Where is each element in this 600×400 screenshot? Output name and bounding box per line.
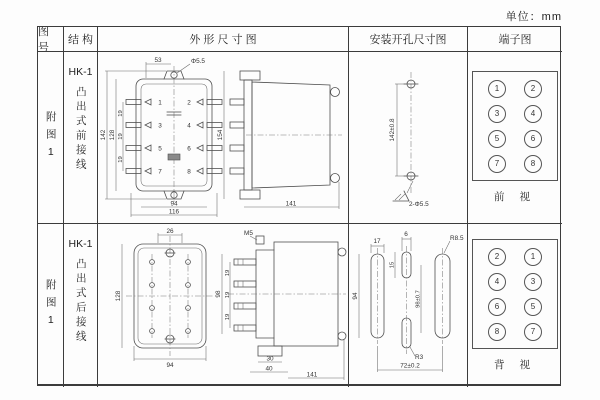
dim-pitch-3: 19 [118,155,124,163]
dim-pitch-2: 19 [118,132,124,140]
header-mounting-dims: 安装开孔尺寸图 [349,27,468,52]
dim-15: 15 [389,261,396,268]
dim-53: 53 [154,56,162,64]
row1-fig-no: 附图1 [44,110,57,165]
dim-98-tol: 98±0.7 [415,289,422,308]
relay-rear-side-view [215,230,346,380]
row2-model: HK-1 [68,238,93,250]
header-outline-dims: 外 形 尺 寸 图 [98,27,349,52]
terminal-6: 6 [187,145,191,152]
dim-17: 17 [373,237,381,245]
row2-terminal-cell [468,224,562,387]
header-terminal-diagram: 端子图 [468,27,562,52]
row2-fig-no-cell [38,224,64,387]
row2-view-label: 背 视 [494,359,536,371]
terminal-1: 1 [158,99,162,106]
terminal-circle: 6 [488,298,506,316]
row1-terminal-diagram [472,71,558,204]
terminal-4: 4 [187,122,191,129]
row2-structure-cell [64,224,98,387]
dim-128-r2: 128 [115,290,122,301]
row2-fig-no: 附图1 [44,278,57,333]
dim-r85: R8.5 [450,234,464,242]
dim-2-holes: 2-Φ5.5 [409,200,429,208]
dim-128: 128 [109,129,116,140]
dim-r3: R3 [415,353,424,361]
dim-72: 72±0.2 [400,362,420,369]
row1-mounting-cell [349,52,468,224]
terminal-5: 5 [158,145,162,152]
row1-outline-cell [98,52,349,224]
row1-structure: 凸出式前接线 [74,86,87,173]
header-fig-no: 图 号 [38,27,64,52]
terminal-circle: 5 [488,130,506,148]
terminal-circle: 8 [488,323,506,341]
dim-pitch2-1: 19 [225,269,231,276]
dim-pitch-1: 19 [118,109,124,117]
dim-30: 30 [266,355,274,362]
terminal-circle: 2 [488,248,506,266]
header-structure: 结 构 [64,27,98,52]
dim-142: 142 [100,129,107,140]
dim-hole: Φ5.5 [191,57,205,65]
terminal-2: 2 [187,99,191,106]
dim-154: 154 [217,129,224,140]
row2-mounting-drawing [349,226,467,386]
dim-6: 6 [404,230,408,238]
row1-model: HK-1 [68,66,93,78]
dim-pitch2-2: 19 [225,291,231,298]
terminal-circle: 3 [488,105,506,123]
row1-structure-cell [64,52,98,224]
terminal-circle: 6 [524,130,542,148]
terminal-circle: 8 [524,155,542,173]
terminal-7: 7 [158,168,162,175]
relay-front-view [100,57,222,217]
terminal-circle: 7 [524,323,542,341]
row2-mounting-cell [349,224,468,387]
terminal-circle: 4 [488,273,506,291]
row1-mounting-drawing [349,54,467,222]
dim-116: 116 [168,208,180,215]
dim-26: 26 [166,227,174,235]
row2-outline-cell [98,224,349,387]
terminal-circle: 2 [524,80,542,98]
terminal-circle: 1 [524,248,542,266]
dim-m5: M5 [244,229,253,237]
relay-side-view [217,71,342,209]
terminal-8: 8 [187,168,191,175]
row1-view-label: 前 视 [494,191,536,203]
row2-structure: 凸出式后接线 [74,258,87,345]
dim-40: 40 [265,365,273,372]
terminal-circle: 7 [488,155,506,173]
terminal-circle: 5 [524,298,542,316]
terminal-circle: 3 [524,273,542,291]
rear-studs [234,259,256,331]
dim-141: 141 [285,200,297,207]
spec-table [37,26,561,386]
terminal-box-front [472,71,558,181]
dim-pitch2-3: 19 [225,313,231,320]
relay-rear-view [115,228,214,369]
terminal-circle: 1 [488,80,506,98]
dim-141-r2: 141 [306,371,318,378]
dim-94-mount: 94 [352,291,359,300]
dim-98: 98 [215,289,222,298]
dim-94: 94 [170,200,178,207]
row2-outline-drawing [98,226,348,386]
row1-fig-no-cell [38,52,64,224]
row2-terminal-diagram [472,239,558,372]
row1-terminal-cell [468,52,562,224]
terminal-circle: 4 [524,105,542,123]
dim-94-r2: 94 [166,361,174,369]
unit-label: 单位：mm [505,11,562,23]
row1-outline-drawing [98,54,348,222]
terminal-3: 3 [158,122,162,129]
terminal-box-back [472,239,558,349]
dim-142-08: 142±0.8 [389,117,396,142]
